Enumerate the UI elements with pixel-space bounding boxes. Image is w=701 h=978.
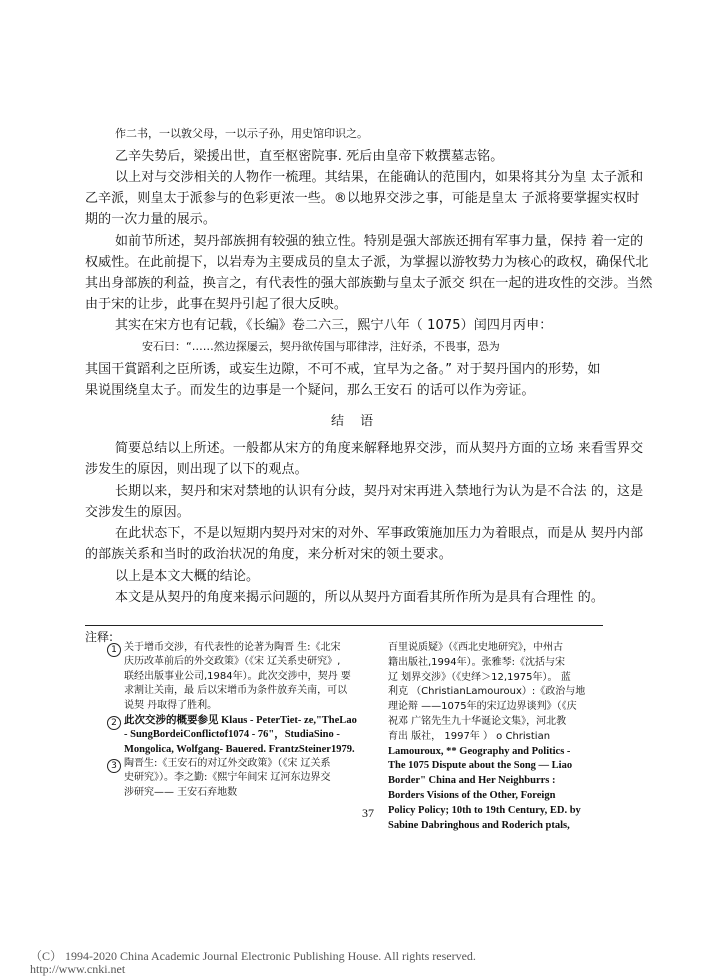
note-3-line: 史研究》）。李之勤:《熙宁年间宋 辽河东边界交 <box>124 772 331 784</box>
right-note-line: Lamouroux, ** Geography and Politics - <box>388 745 571 757</box>
note-3-line: 涉研究—— 王安石弃地数 <box>124 786 238 798</box>
note-2-line: - SungBordeiConflictof1074 - 76"，StudiaSino - <box>124 729 340 741</box>
right-note-line: 籍出版社,1994年）。张雅琴:《沈括与宋 <box>388 656 565 668</box>
right-note-line: Border" China and Her Neighburrs : <box>388 775 556 787</box>
notes-divider <box>85 625 603 626</box>
copyright-footer: （C） 1994-2020 China Academic Journal Electronic Publishing House. All rights reserved. <box>30 949 476 963</box>
note-number-3: 3 <box>107 759 121 773</box>
page-number: 37 <box>362 806 374 820</box>
body-line-12: 果说围绕皇太子。而发生的边事是一个疑问，那么王安石 的话可以作为旁证。 <box>85 383 535 398</box>
body-line-2: 以上对与交涉相关的人物作一梳理。其结果，在能确认的范围内，如果将其分为皇 太子派和 <box>115 170 644 185</box>
note-1-line: 庆历改革前后的外交政策》（《宋 辽关系史研究》, <box>124 656 341 668</box>
notes-right-column <box>388 641 585 833</box>
body2-line-2: 长期以来，契丹和宋对禁地的认识有分歧，契丹对宋再进入禁地行为认为是不合法 的，这是 <box>115 484 644 499</box>
body-line-6: 权威性。在此前提下，以岩寿为主要成员的皇太子派，为掌握以游牧势力为核心的政权，确保代北 <box>85 255 649 270</box>
note-1 <box>124 641 351 713</box>
body2-line-0: 简要总结以上所述。一般都从宋方的角度来解释地界交涉，而从契丹方面的立场 来看雪界交 <box>115 441 644 456</box>
note-3 <box>124 757 331 800</box>
body-line-4: 期的一次力量的展示。 <box>85 212 217 227</box>
note-3-line: 陶晋生:《王安石的对辽外交政策》（《宋 辽关系 <box>124 758 331 769</box>
body2-line-4: 在此状态下，不是以短期内契丹对宋的对外、军事政策施加压力为着眼点，而是从 契丹内部 <box>115 526 644 541</box>
note-number-2: 2 <box>107 716 121 730</box>
body-line-5: 如前节所述，契丹部族拥有较强的独立性。特别是强大部族还拥有军事力量，保持 着一定的 <box>115 234 644 249</box>
body2-line-5: 的部族关系和当时的政治状况的角度，来分析对宋的领土要求。 <box>85 547 452 562</box>
body-line-8: 由于宋的让步，此事在契丹引起了很大反映。 <box>85 297 348 312</box>
note-2-line: 此次交涉的概要参见 Klaus - PeterTiet- ze,"TheLao <box>124 715 357 726</box>
note-1-line: 联经出版事业公司,1984年）。此次交涉中，契丹 要 <box>124 670 351 682</box>
body2-line-3: 交涉发生的原因。 <box>85 505 190 520</box>
body-line-0: 作二书，一以敦父母，一以示子孙，用史馆印识之。 <box>115 127 368 140</box>
website-footer: http://www.cnki.net <box>30 962 126 976</box>
body-line-1: 乙辛失势后，梁援出世，直至枢密院事. 死后由皇帝下敕撰墓志铭。 <box>115 149 504 164</box>
note-2-line: Mongolica, Wolfgang- Bauered. FrantzSteiner1979. <box>124 743 355 755</box>
right-note-line: The 1075 Dispute about the Song — Liao <box>388 760 573 772</box>
quote-line: 安石曰：“……然边探屡云，契丹欲传国与耶律浡，注好杀，不畏事，恐为 <box>142 340 500 353</box>
right-note-line: 辽 划界交涉》（《史绎＞12,1975年）。 蓝 <box>388 671 571 683</box>
note-1-line: 求割让关南，最 后以宋增币为条件放弃关南，可以 <box>124 685 348 697</box>
right-note-line: 理论辩 ——1075年的宋辽边界谈判》（《庆 <box>388 701 577 713</box>
note-1-line: 说契 丹取得了胜利。 <box>124 699 218 711</box>
right-note-line: Borders Visions of the Other, Foreign <box>388 789 556 801</box>
right-note-line: 利克 （ChristianLamouroux）:《政治与地 <box>388 686 586 698</box>
right-note-line: Sabine Dabringhous and Roderich ptals, <box>388 819 570 831</box>
right-note-line: 育出 版社， 1997年 ） o Christian <box>388 730 551 742</box>
notes-label: 注释: <box>85 630 114 644</box>
body2-line-7: 本文是从契丹的角度来揭示问题的，所以从契丹方面看其所作所为是具有合理性 的。 <box>115 590 604 605</box>
body-line-9: 其实在宋方也有记载，《长编》卷二六三，熙宁八年（ 1075）闰四月丙申： <box>115 318 553 333</box>
note-number-1: 1 <box>107 643 121 657</box>
note-1-line: 关于增币交涉，有代表性的论著为陶晋 生:《北宋 <box>124 642 341 653</box>
body2-line-1: 涉发生的原因，则出现了以下的观点。 <box>85 462 308 477</box>
section-heading: 结 语 <box>331 414 380 429</box>
right-note-line: 祝邓 广铭先生九十华诞论文集》，河北教 <box>388 715 567 727</box>
body-line-11: 其国干賞蹈利之臣所诱，或妄生边隙，不可不戒，宜早为之备。” 对于契丹国内的形势，如 <box>85 362 601 377</box>
right-note-line: 百里说质疑》（《西北史地研究》，中州古 <box>388 642 563 653</box>
body-line-3: 乙辛派，则皇太于派参与的色彩更浓一些。®以地界交涉之事，可能是皇太 子派将要掌握实权时 <box>85 191 640 206</box>
note-2 <box>124 714 357 757</box>
body2-line-6: 以上是本文大概的结论。 <box>115 569 260 584</box>
right-note-line: Policy Policy; 10th to 19th Century, ED. by <box>388 804 581 816</box>
body-line-7: 其出身部族的利益，换言之，有代表性的强大部族勤与皇太子派交 织在一起的进攻性的交涉。当然 <box>85 276 653 291</box>
